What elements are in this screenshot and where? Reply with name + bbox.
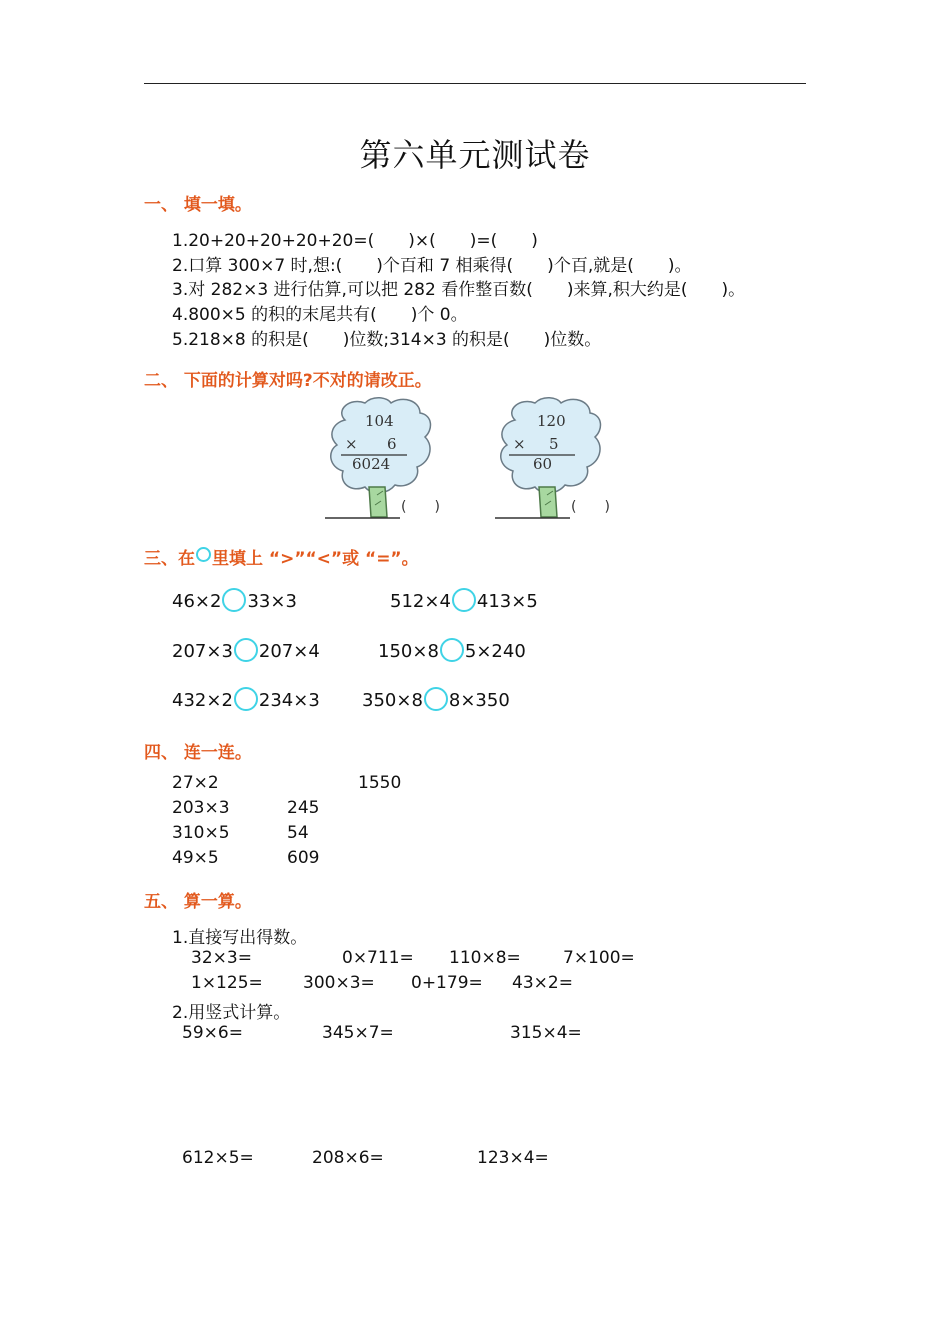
section-1-heading: 一、 填一填。	[144, 195, 252, 215]
tree-2-result: 60	[533, 455, 553, 473]
fill-item-1: 1.20+20+20+20+20=( )×( )=( )	[172, 231, 538, 251]
compare-row-1-left: 46×2 33×3	[172, 590, 297, 614]
compare-row-3-right: 350×8 8×350	[362, 689, 510, 713]
tree-illustration-1	[325, 395, 460, 525]
fill-item-3: 3.对 282×3 进行估算,可以把 282 看作整百数( )来算,积大约是( )。	[172, 280, 746, 300]
mental-calc-8: 43×2=	[512, 973, 573, 993]
mental-calc-7: 0+179=	[411, 973, 483, 993]
section-2-heading: 二、 下面的计算对吗?不对的请改正。	[144, 371, 432, 391]
tree-1-op: ×	[345, 435, 358, 453]
compare-answer-circle[interactable]	[424, 687, 448, 711]
tree-2-answer-paren: ( )	[571, 499, 610, 515]
tree-1-mult: 6	[387, 435, 397, 453]
calc-subheading-1: 1.直接写出得数。	[172, 928, 308, 948]
connect-left-4[interactable]: 49×5	[172, 848, 219, 868]
compare-row-2-right: 150×8 5×240	[378, 640, 526, 664]
fill-item-5: 5.218×8 的积是( )位数;314×3 的积是( )位数。	[172, 330, 602, 350]
connect-right-2[interactable]: 245	[287, 798, 320, 818]
compare-answer-circle[interactable]	[452, 588, 476, 612]
mental-calc-5: 1×125=	[191, 973, 263, 993]
vertical-calc-4: 612×5=	[182, 1148, 254, 1168]
mental-calc-1: 32×3=	[191, 948, 252, 968]
circle-icon	[196, 547, 211, 562]
page-title: 第六单元测试卷	[359, 136, 591, 174]
compare-row-3-left: 432×2 234×3	[172, 689, 320, 713]
compare-answer-circle[interactable]	[222, 588, 246, 612]
tree-1-answer-paren: ( )	[401, 499, 440, 515]
mental-calc-6: 300×3=	[303, 973, 375, 993]
vertical-calc-3: 315×4=	[510, 1023, 582, 1043]
vertical-calc-2: 345×7=	[322, 1023, 394, 1043]
tree-1-top: 104	[365, 412, 394, 430]
compare-answer-circle[interactable]	[234, 687, 258, 711]
calc-subheading-2: 2.用竖式计算。	[172, 1003, 291, 1023]
compare-answer-circle[interactable]	[440, 638, 464, 662]
compare-row-1-right: 512×4 413×5	[390, 590, 538, 614]
tree-1-result: 6024	[352, 455, 391, 473]
fill-item-4: 4.800×5 的积的末尾共有( )个 0。	[172, 305, 468, 325]
top-rule	[144, 83, 806, 84]
section-5-heading: 五、 算一算。	[144, 892, 252, 912]
mental-calc-4: 7×100=	[563, 948, 635, 968]
vertical-calc-1: 59×6=	[182, 1023, 243, 1043]
compare-row-2-left: 207×3 207×4	[172, 640, 320, 664]
fill-item-2: 2.口算 300×7 时,想:( )个百和 7 相乘得( )个百,就是( )。	[172, 256, 692, 276]
tree-2-mult: 5	[549, 435, 559, 453]
connect-right-1[interactable]: 1550	[358, 773, 402, 793]
section-3-heading: 三、在 里填上 “>”“<”或 “=”。	[144, 544, 419, 569]
connect-right-4[interactable]: 609	[287, 848, 320, 868]
mental-calc-2: 0×711=	[342, 948, 414, 968]
connect-left-2[interactable]: 203×3	[172, 798, 230, 818]
tree-2-op: ×	[513, 435, 526, 453]
vertical-calc-6: 123×4=	[477, 1148, 549, 1168]
mental-calc-3: 110×8=	[449, 948, 521, 968]
vertical-calc-5: 208×6=	[312, 1148, 384, 1168]
compare-answer-circle[interactable]	[234, 638, 258, 662]
tree-2-top: 120	[537, 412, 566, 430]
connect-right-3[interactable]: 54	[287, 823, 309, 843]
connect-left-1[interactable]: 27×2	[172, 773, 219, 793]
tree-illustration-2	[495, 395, 630, 525]
section-4-heading: 四、 连一连。	[144, 743, 252, 763]
connect-left-3[interactable]: 310×5	[172, 823, 230, 843]
